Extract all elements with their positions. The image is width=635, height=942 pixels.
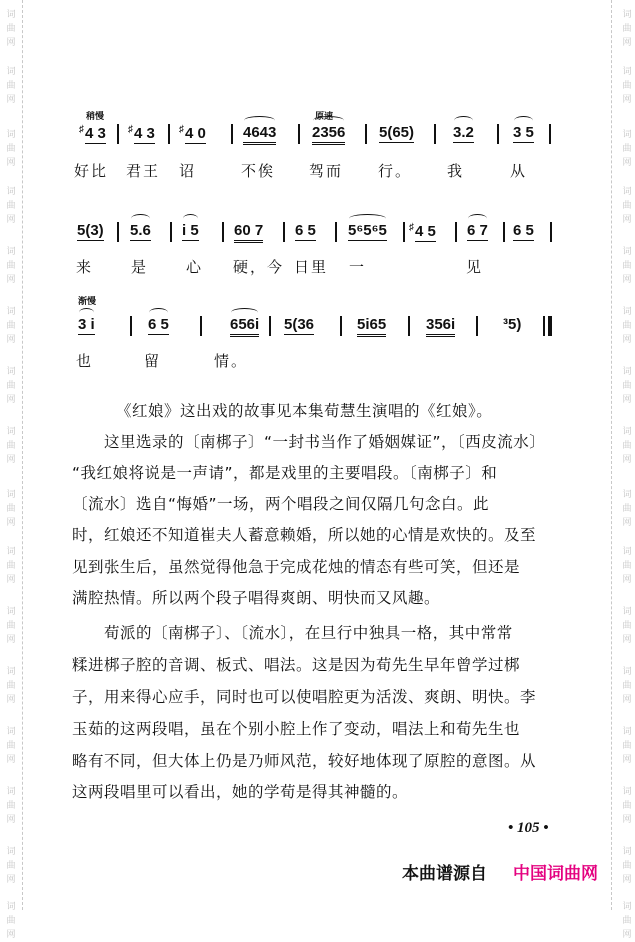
watermark-char: 词 bbox=[6, 727, 16, 737]
slur-icon bbox=[231, 308, 258, 317]
slur-icon bbox=[313, 116, 344, 125]
watermark-char: 网 bbox=[622, 215, 632, 225]
measure-notes bbox=[85, 125, 106, 144]
measure-notes bbox=[467, 222, 488, 241]
watermark-char: 曲 bbox=[622, 261, 632, 271]
measure-notes bbox=[230, 316, 259, 337]
watermark-char: 曲 bbox=[622, 81, 632, 91]
watermark-char: 网 bbox=[622, 695, 632, 705]
text-line: 糅进梆子腔的音调、板式、唱法。这是因为荀先生早年曾学过梆 bbox=[72, 656, 521, 674]
right-watermark-margin bbox=[611, 0, 634, 940]
watermark-char: 词 bbox=[622, 847, 632, 857]
watermark-char: 网 bbox=[6, 875, 16, 885]
watermark-char: 词 bbox=[622, 902, 632, 912]
watermark-group bbox=[0, 605, 22, 647]
measure bbox=[295, 222, 316, 241]
measure-notes bbox=[130, 222, 151, 241]
measure bbox=[312, 124, 345, 145]
watermark-group bbox=[0, 245, 22, 287]
watermark-char: 网 bbox=[622, 455, 632, 465]
measure-notes bbox=[148, 316, 169, 335]
watermark-char: 网 bbox=[622, 815, 632, 825]
watermark-group bbox=[0, 845, 22, 887]
measure-notes bbox=[357, 316, 386, 337]
measure-notes bbox=[182, 222, 199, 241]
measure-notes bbox=[77, 222, 104, 241]
measure bbox=[79, 124, 106, 144]
final-barline-thin bbox=[543, 316, 545, 336]
text-line: “我红娘将说是一声请”，都是戏里的主要唱段。〔南梆子〕和 bbox=[72, 464, 498, 482]
watermark-char: 网 bbox=[6, 395, 16, 405]
note-text: 6 7 bbox=[467, 222, 488, 239]
watermark-char: 网 bbox=[622, 38, 632, 48]
watermark-char: 曲 bbox=[622, 741, 632, 751]
note-text: i 5 bbox=[182, 222, 199, 239]
watermark-group bbox=[616, 845, 635, 887]
barline bbox=[549, 124, 551, 144]
watermark-group bbox=[616, 665, 635, 707]
watermark-char: 网 bbox=[6, 635, 16, 645]
watermark-char: 词 bbox=[6, 667, 16, 677]
measure-notes bbox=[134, 125, 155, 144]
measure bbox=[379, 124, 414, 143]
note-text: 4 5 bbox=[415, 223, 436, 240]
watermark-char: 网 bbox=[6, 275, 16, 285]
watermark-group bbox=[0, 8, 22, 50]
barline bbox=[408, 316, 410, 336]
tempo-mark: 渐慢 bbox=[78, 297, 97, 307]
lyric: 君王 bbox=[126, 162, 161, 180]
watermark-char: 词 bbox=[622, 307, 632, 317]
measure bbox=[409, 222, 436, 242]
watermark-group bbox=[616, 605, 635, 647]
text-line: 满腔热情。所以两个段子唱得爽朗、明快而又风趣。 bbox=[72, 589, 441, 607]
watermark-char: 词 bbox=[622, 727, 632, 737]
measure bbox=[348, 222, 387, 241]
slur-icon bbox=[244, 116, 275, 125]
watermark-char: 词 bbox=[6, 427, 16, 437]
note-text: 4 3 bbox=[85, 125, 106, 142]
watermark-char: 网 bbox=[6, 158, 16, 168]
lyric: 心 bbox=[186, 258, 204, 276]
watermark-group bbox=[0, 488, 22, 530]
watermark-char: 曲 bbox=[6, 441, 16, 451]
lyric: 驾而 bbox=[309, 162, 344, 180]
source-label: 本曲谱源自 bbox=[402, 864, 487, 884]
measure bbox=[503, 316, 521, 334]
measure-notes bbox=[234, 222, 263, 243]
measure bbox=[234, 222, 263, 243]
text-line: 《红娘》这出戏的故事见本集荀慧生演唱的《红娘》。 bbox=[116, 402, 493, 420]
watermark-char: 曲 bbox=[6, 916, 16, 926]
watermark-char: 曲 bbox=[6, 81, 16, 91]
barline bbox=[269, 316, 271, 336]
barline bbox=[497, 124, 499, 144]
measure bbox=[243, 124, 276, 145]
measure-notes bbox=[284, 316, 314, 335]
watermark-char: 曲 bbox=[6, 504, 16, 514]
watermark-char: 网 bbox=[6, 95, 16, 105]
watermark-char: 曲 bbox=[622, 916, 632, 926]
slur-icon bbox=[514, 116, 533, 125]
note-text: 3 i bbox=[78, 316, 95, 333]
measure-notes bbox=[503, 316, 521, 334]
watermark-group bbox=[0, 65, 22, 107]
watermark-group bbox=[0, 425, 22, 467]
watermark-char: 词 bbox=[622, 547, 632, 557]
barline bbox=[117, 222, 119, 242]
text-line: 〔流水〕选自“悔婚”一场，两个唱段之间仅隔几句念白。此 bbox=[72, 495, 490, 513]
lyric: 不俟 bbox=[241, 162, 276, 180]
measure bbox=[128, 124, 155, 144]
watermark-char: 曲 bbox=[6, 681, 16, 691]
watermark-char: 网 bbox=[6, 455, 16, 465]
note-text: 2356 bbox=[312, 124, 346, 141]
tempo-mark: 稍慢 bbox=[86, 112, 105, 122]
measure-notes bbox=[513, 222, 534, 241]
note-text: ³5) bbox=[503, 316, 522, 333]
barline bbox=[455, 222, 457, 242]
watermark-char: 曲 bbox=[622, 561, 632, 571]
text-line: 荀派的〔南梆子〕、〔流水〕，在旦行中独具一格，其中常常 bbox=[104, 624, 513, 642]
watermark-char: 网 bbox=[622, 158, 632, 168]
measure bbox=[182, 222, 199, 241]
watermark-char: 曲 bbox=[6, 621, 16, 631]
note-text: 5⁶5⁶5 bbox=[348, 222, 387, 239]
watermark-group bbox=[0, 365, 22, 407]
watermark-char: 网 bbox=[6, 38, 16, 48]
note-text: 6 5 bbox=[295, 222, 316, 239]
measure bbox=[467, 222, 488, 241]
watermark-char: 网 bbox=[622, 875, 632, 885]
watermark-char: 曲 bbox=[622, 201, 632, 211]
lyric: 来 bbox=[76, 258, 94, 276]
watermark-group bbox=[616, 365, 635, 407]
watermark-group bbox=[0, 725, 22, 767]
measure-notes bbox=[295, 222, 316, 241]
watermark-group bbox=[616, 305, 635, 347]
site-name-link[interactable]: 中国词曲网 bbox=[513, 864, 598, 884]
barline bbox=[283, 222, 285, 242]
measure bbox=[148, 316, 169, 335]
watermark-char: 词 bbox=[622, 130, 632, 140]
watermark-char: 网 bbox=[622, 395, 632, 405]
watermark-group bbox=[0, 785, 22, 827]
measure bbox=[179, 124, 206, 144]
barline bbox=[335, 222, 337, 242]
measure bbox=[284, 316, 314, 335]
watermark-char: 词 bbox=[6, 607, 16, 617]
measure bbox=[77, 222, 104, 241]
lyric: 也 bbox=[76, 352, 94, 370]
note-text: 60 7 bbox=[234, 222, 264, 239]
watermark-char: 曲 bbox=[6, 144, 16, 154]
measure bbox=[513, 222, 534, 241]
watermark-group bbox=[616, 245, 635, 287]
measure-notes bbox=[453, 124, 474, 143]
watermark-char: 网 bbox=[622, 930, 632, 940]
watermark-char: 曲 bbox=[622, 504, 632, 514]
watermark-group bbox=[616, 488, 635, 530]
watermark-char: 词 bbox=[622, 10, 632, 20]
measure bbox=[230, 316, 259, 337]
slur-icon bbox=[183, 214, 198, 223]
slur-icon bbox=[149, 308, 168, 317]
watermark-char: 词 bbox=[622, 67, 632, 77]
note-text: 4643 bbox=[243, 124, 277, 141]
sharp-icon: ♯ bbox=[179, 124, 184, 135]
note-text: 3.2 bbox=[453, 124, 474, 141]
measure bbox=[426, 316, 455, 337]
note-text: 356i bbox=[426, 316, 456, 333]
watermark-char: 词 bbox=[622, 247, 632, 257]
watermark-char: 词 bbox=[6, 367, 16, 377]
watermark-char: 词 bbox=[6, 247, 16, 257]
watermark-char: 词 bbox=[6, 490, 16, 500]
page-number: • 105 • bbox=[508, 820, 549, 836]
watermark-char: 曲 bbox=[6, 561, 16, 571]
measure-notes bbox=[185, 125, 206, 144]
watermark-char: 曲 bbox=[6, 801, 16, 811]
slur-icon bbox=[349, 214, 386, 223]
watermark-char: 词 bbox=[6, 10, 16, 20]
watermark-group bbox=[0, 900, 22, 942]
watermark-group bbox=[616, 725, 635, 767]
watermark-char: 词 bbox=[622, 367, 632, 377]
note-text: 5(65) bbox=[379, 124, 415, 141]
watermark-char: 网 bbox=[622, 95, 632, 105]
watermark-char: 网 bbox=[6, 575, 16, 585]
text-line: 玉茹的这两段唱，虽在个别小腔上作了变动，唱法上和荀先生也 bbox=[72, 720, 521, 738]
watermark-char: 曲 bbox=[6, 381, 16, 391]
lyric: 好比 bbox=[74, 162, 109, 180]
lyric: 一 bbox=[349, 258, 367, 276]
watermark-char: 词 bbox=[6, 67, 16, 77]
note-text: 5(36 bbox=[284, 316, 315, 333]
note-text: 6 5 bbox=[513, 222, 534, 239]
barline bbox=[170, 222, 172, 242]
watermark-char: 曲 bbox=[6, 261, 16, 271]
watermark-char: 词 bbox=[622, 787, 632, 797]
text-line: 时，红娘还不知道崔夫人蓄意赖婚，所以她的心情是欢快的。及至 bbox=[72, 526, 537, 544]
barline bbox=[434, 124, 436, 144]
text-line: 见到张生后，虽然觉得他急于完成花烛的情态有些可笑，但还是 bbox=[72, 558, 521, 576]
watermark-char: 网 bbox=[622, 635, 632, 645]
sharp-icon: ♯ bbox=[79, 124, 84, 135]
barline bbox=[503, 222, 505, 242]
measure-notes bbox=[379, 124, 414, 143]
note-text: 5(3) bbox=[77, 222, 104, 239]
measure-notes bbox=[415, 223, 436, 242]
lyric: 硬，今 bbox=[233, 258, 285, 276]
watermark-char: 曲 bbox=[6, 201, 16, 211]
watermark-char: 网 bbox=[6, 518, 16, 528]
watermark-group bbox=[0, 305, 22, 347]
lyric: 见 bbox=[466, 258, 484, 276]
watermark-group bbox=[616, 785, 635, 827]
lyric: 我 bbox=[447, 162, 465, 180]
watermark-char: 网 bbox=[6, 695, 16, 705]
watermark-char: 词 bbox=[622, 427, 632, 437]
barline bbox=[340, 316, 342, 336]
measure-notes bbox=[312, 124, 345, 145]
watermark-char: 词 bbox=[622, 667, 632, 677]
watermark-group bbox=[616, 8, 635, 50]
note-text: 6 5 bbox=[148, 316, 169, 333]
measure-notes bbox=[426, 316, 455, 337]
watermark-group bbox=[0, 545, 22, 587]
watermark-char: 曲 bbox=[6, 321, 16, 331]
watermark-group bbox=[0, 128, 22, 170]
barline bbox=[168, 124, 170, 144]
watermark-char: 曲 bbox=[622, 381, 632, 391]
barline bbox=[231, 124, 233, 144]
note-text: 5i65 bbox=[357, 316, 387, 333]
barline bbox=[130, 316, 132, 336]
watermark-group bbox=[616, 900, 635, 942]
watermark-group bbox=[616, 185, 635, 227]
barline bbox=[117, 124, 119, 144]
barline bbox=[403, 222, 405, 242]
measure bbox=[130, 222, 151, 241]
measure bbox=[78, 316, 95, 335]
watermark-char: 词 bbox=[6, 787, 16, 797]
measure bbox=[453, 124, 474, 143]
final-barline-thick bbox=[548, 316, 552, 336]
barline bbox=[222, 222, 224, 242]
watermark-group bbox=[616, 65, 635, 107]
lyric: 诏 bbox=[179, 162, 197, 180]
barline bbox=[550, 222, 552, 242]
note-text: 4 3 bbox=[134, 125, 155, 142]
watermark-char: 词 bbox=[6, 547, 16, 557]
tempo-mark: 原速 bbox=[315, 112, 334, 122]
measure-notes bbox=[78, 316, 95, 335]
watermark-char: 网 bbox=[6, 335, 16, 345]
watermark-char: 词 bbox=[6, 307, 16, 317]
watermark-group bbox=[616, 128, 635, 170]
watermark-char: 曲 bbox=[622, 861, 632, 871]
lyric: 是 bbox=[131, 258, 149, 276]
measure-notes bbox=[513, 124, 534, 143]
watermark-char: 词 bbox=[6, 187, 16, 197]
barline bbox=[200, 316, 202, 336]
watermark-char: 网 bbox=[622, 335, 632, 345]
watermark-char: 网 bbox=[622, 275, 632, 285]
lyric: 情。 bbox=[214, 352, 249, 370]
watermark-char: 词 bbox=[6, 902, 16, 912]
watermark-char: 词 bbox=[622, 187, 632, 197]
watermark-char: 曲 bbox=[6, 741, 16, 751]
note-text: 4 0 bbox=[185, 125, 206, 142]
measure bbox=[357, 316, 386, 337]
watermark-char: 网 bbox=[6, 815, 16, 825]
watermark-char: 词 bbox=[6, 847, 16, 857]
lyric: 行。 bbox=[378, 162, 413, 180]
sharp-icon: ♯ bbox=[128, 124, 133, 135]
watermark-char: 网 bbox=[622, 575, 632, 585]
slur-icon bbox=[131, 214, 150, 223]
watermark-char: 网 bbox=[622, 755, 632, 765]
watermark-char: 网 bbox=[622, 518, 632, 528]
text-line: 这两段唱里可以看出，她的学荀是得其神髓的。 bbox=[72, 783, 409, 801]
barline bbox=[298, 124, 300, 144]
lyric: 日里 bbox=[294, 258, 329, 276]
measure-notes bbox=[348, 222, 387, 241]
text-line: 这里选录的〔南梆子〕“一封书当作了婚姻媒证”，〔西皮流水〕 bbox=[104, 433, 546, 451]
watermark-group bbox=[616, 545, 635, 587]
note-text: 656i bbox=[230, 316, 260, 333]
slur-icon bbox=[468, 214, 487, 223]
note-text: 3 5 bbox=[513, 124, 534, 141]
watermark-char: 词 bbox=[622, 607, 632, 617]
watermark-char: 曲 bbox=[622, 681, 632, 691]
barline bbox=[365, 124, 367, 144]
slur-icon bbox=[79, 308, 94, 317]
watermark-group bbox=[0, 665, 22, 707]
watermark-char: 曲 bbox=[6, 24, 16, 34]
watermark-group bbox=[0, 185, 22, 227]
watermark-group bbox=[616, 425, 635, 467]
measure-notes bbox=[243, 124, 276, 145]
watermark-char: 词 bbox=[6, 130, 16, 140]
lyric: 从 bbox=[510, 162, 528, 180]
watermark-char: 曲 bbox=[622, 321, 632, 331]
lyric: 留 bbox=[144, 352, 162, 370]
watermark-char: 曲 bbox=[622, 144, 632, 154]
watermark-char: 曲 bbox=[622, 801, 632, 811]
watermark-char: 曲 bbox=[6, 861, 16, 871]
watermark-char: 词 bbox=[622, 490, 632, 500]
watermark-char: 网 bbox=[6, 755, 16, 765]
watermark-char: 网 bbox=[6, 215, 16, 225]
left-watermark-margin bbox=[0, 0, 23, 940]
barline bbox=[476, 316, 478, 336]
text-line: 子，用来得心应手，同时也可以使唱腔更为活泼、爽朗、明快。李 bbox=[72, 688, 537, 706]
watermark-char: 曲 bbox=[622, 621, 632, 631]
watermark-char: 曲 bbox=[622, 441, 632, 451]
watermark-char: 网 bbox=[6, 930, 16, 940]
sharp-icon: ♯ bbox=[409, 222, 414, 233]
slur-icon bbox=[454, 116, 473, 125]
watermark-char: 曲 bbox=[622, 24, 632, 34]
text-line: 略有不同，但大体上仍是乃师风范，较好地体现了原腔的意图。从 bbox=[72, 752, 537, 770]
measure bbox=[513, 124, 534, 143]
note-text: 5.6 bbox=[130, 222, 151, 239]
